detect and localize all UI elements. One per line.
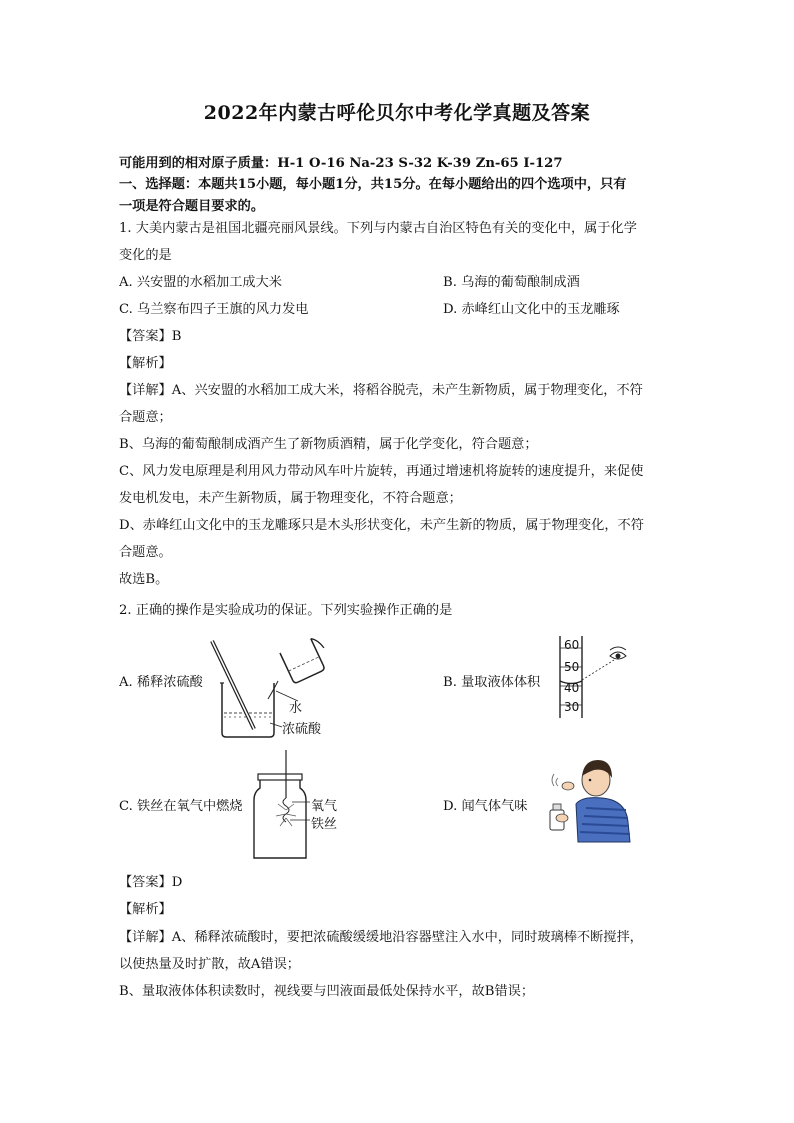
- q2-option-a: A. 稀释浓硫酸: [119, 675, 203, 690]
- q1-detail-d-line2: 合题意。: [119, 545, 172, 560]
- iron-wire-combustion-figure: [250, 750, 310, 862]
- fig-b-tick-60: 60: [564, 638, 580, 652]
- q1-detail-c-line1: C、风力发电原理是利用风力带动风车叶片旋转，再通过增速机将旋转的速度提升，来促使: [119, 464, 644, 479]
- fig-b-tick-50: 50: [564, 660, 580, 674]
- q1-answer: 【答案】B: [119, 329, 182, 344]
- q2-answer: 【答案】D: [119, 875, 183, 890]
- fig-b-tick-40: 40: [564, 681, 580, 695]
- q1-option-a: A. 兴安盟的水稻加工成大米: [119, 275, 282, 290]
- q1-detail-a-line2: 合题意；: [119, 410, 172, 425]
- section-heading-line2: 一项是符合题目要求的。: [119, 199, 265, 214]
- page-title: 2022年内蒙古呼伦贝尔中考化学真题及答案: [203, 102, 591, 124]
- q2-detail-b: B、量取液体体积读数时，视线要与凹液面最低处保持水平，故B错误；: [119, 984, 535, 999]
- q1-detail-d-line1: D、赤峰红山文化中的玉龙雕琢只是木头形状变化，未产生新的物质，属于物理变化，不符: [119, 518, 644, 533]
- q1-conclusion: 故选B。: [119, 572, 169, 587]
- q2-option-c: C. 铁丝在氧气中燃烧: [119, 799, 243, 814]
- q2-detail-a-line1: 【详解】A、稀释浓硫酸时，要把浓硫酸缓缓地沿容器壁注入水中，同时玻璃棒不断搅拌，: [119, 930, 643, 945]
- q1-analysis-label: 【解析】: [119, 356, 172, 371]
- q1-stem-line1: 1. 大美内蒙古是祖国北疆亮丽风景线。下列与内蒙古自治区特色有关的变化中，属于化学: [119, 221, 637, 236]
- fig-c-label-oxygen: 氧气: [311, 799, 338, 814]
- q1-detail-b: B、乌海的葡萄酿制成酒产生了新物质酒精，属于化学变化，符合题意；: [119, 437, 538, 452]
- smelling-gas-figure: [538, 752, 634, 844]
- atomic-masses: 可能用到的相对原子质量：H-1 O-16 Na-23 S-32 K-39 Zn-65 I-127: [119, 156, 563, 171]
- q1-stem-line2: 变化的是: [119, 248, 172, 263]
- q2-option-b: B. 量取液体体积: [443, 675, 541, 690]
- q1-detail-a-line1: 【详解】A、兴安盟的水稻加工成大米，将稻谷脱壳，未产生新物质，属于物理变化，不符: [119, 383, 643, 398]
- q1-option-d: D. 赤峰红山文化中的玉龙雕琢: [443, 302, 620, 317]
- q2-detail-a-line2: 以使热量及时扩散，故A错误；: [119, 957, 300, 972]
- section-heading-line1: 一、选择题：本题共15小题，每小题1分，共15分。在每小题给出的四个选项中，只有: [119, 177, 627, 192]
- q2-option-d: D. 闻气体气味: [443, 799, 528, 814]
- fig-c-label-wire: 铁丝: [311, 817, 338, 832]
- q1-option-b: B. 乌海的葡萄酿制成酒: [443, 275, 580, 290]
- q1-detail-c-line2: 发电机发电，未产生新物质，属于物理变化，不符合题意；: [119, 491, 462, 506]
- fig-a-label-water: 水: [289, 701, 303, 716]
- q1-option-c: C. 乌兰察布四子王旗的风力发电: [119, 302, 309, 317]
- q2-analysis-label: 【解析】: [119, 902, 172, 917]
- fig-a-label-acid: 浓硫酸: [282, 722, 322, 737]
- fig-b-tick-30: 30: [564, 700, 580, 714]
- q2-stem: 2. 正确的操作是实验成功的保证。下列实验操作正确的是: [119, 603, 453, 618]
